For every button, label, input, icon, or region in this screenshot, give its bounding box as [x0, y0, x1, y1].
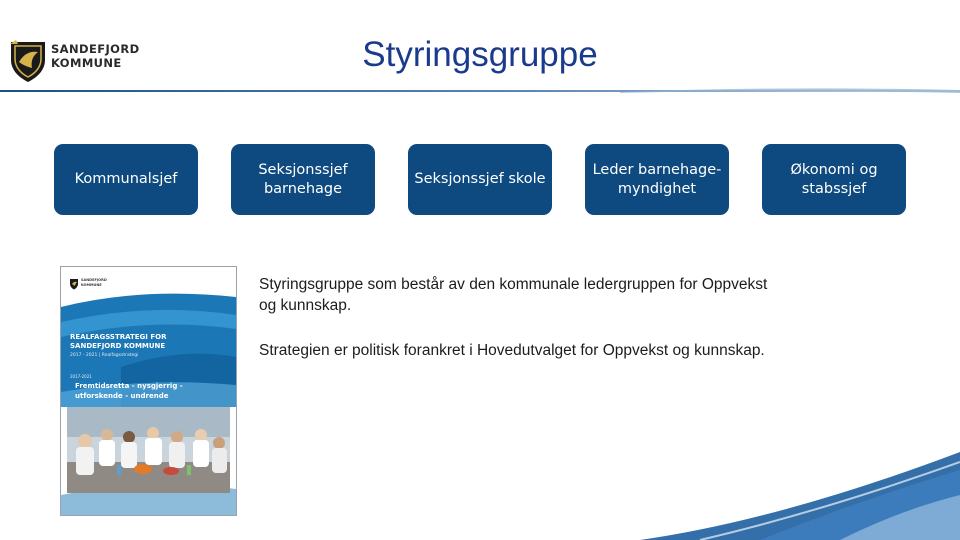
- box-kommunalsjef: Kommunalsjef: [54, 144, 198, 215]
- header-divider: [0, 88, 960, 96]
- box-seksjonssjef-skole: Seksjonssjef skole: [408, 144, 552, 215]
- cover-logo-icon: [69, 278, 79, 290]
- cover-logo-line-1: SANDEFJORD: [81, 278, 107, 282]
- strategy-document-cover: [60, 266, 237, 516]
- box-leder-barnehagemyndighet: Leder barnehage-myndighet: [585, 144, 729, 215]
- body-paragraph-2: Strategien er politisk forankret i Hovedutvalget for Oppvekst og kunnskap.: [259, 342, 765, 359]
- cover-logo-text: [81, 278, 107, 288]
- box-okonomi-stabssjef: Økonomi og stabssjef: [762, 144, 906, 215]
- page-title: Styringsgruppe: [362, 35, 598, 74]
- cover-logo-line-2: KOMMUNE: [81, 283, 102, 287]
- logo-line-2: KOMMUNE: [51, 56, 122, 70]
- cover-tagline: Fremtidsretta - nysgjerrig - utforskende - undrende: [75, 382, 183, 400]
- box-seksjonssjef-barnehage: Seksjonssjef barnehage: [231, 144, 375, 215]
- cover-title: REALFAGSSTRATEGI FOR SANDEFJORD KOMMUNE: [70, 333, 167, 350]
- cover-subtitle: 2017 - 2021 | Realfagsstrategi: [70, 353, 139, 358]
- body-paragraph-1: Styringsgruppe som består av den kommunale ledergruppen for Oppvekst og kunnskap.: [259, 276, 768, 314]
- cover-photo: [67, 407, 230, 493]
- logo-line-1: SANDEFJORD: [51, 42, 140, 56]
- cover-year: 2017-2021: [70, 374, 92, 379]
